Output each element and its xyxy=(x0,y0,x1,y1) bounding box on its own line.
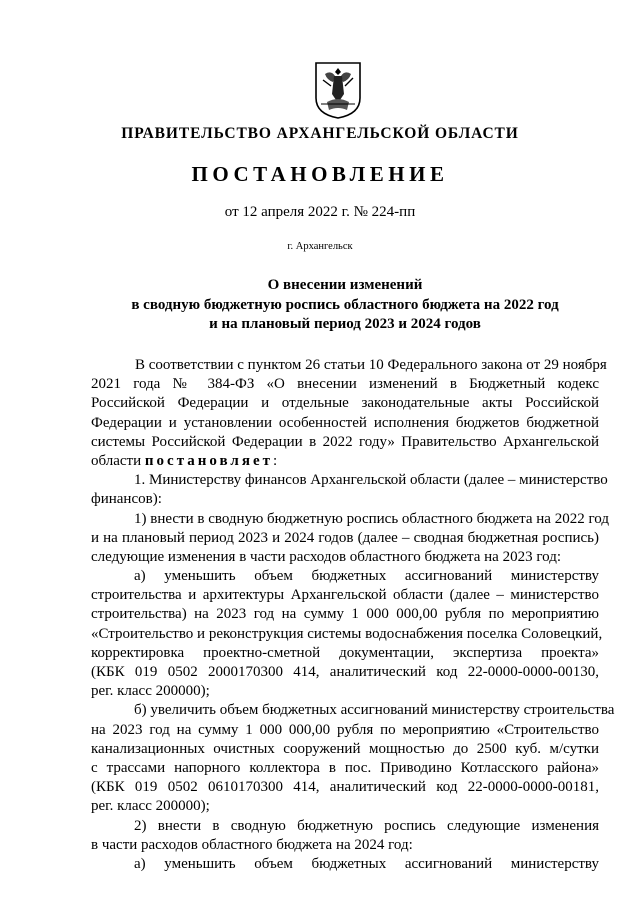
body-line: системы Российской Федерации в 2022 году» Правительство Архангельской xyxy=(91,433,599,450)
body-line: 2) внести в сводную бюджетную роспись следующие изменения xyxy=(134,817,599,834)
body-line: «Строительство и реконструкция системы водоснабжения поселка Соловецкий, xyxy=(91,625,603,642)
body-text: : xyxy=(273,452,278,469)
coat-of-arms-icon xyxy=(313,60,363,120)
body-line: строительства) на 2023 год на сумму 1 000 000,00 рубля по мероприятию xyxy=(91,606,599,623)
body-line: рег. класс 200000); xyxy=(91,798,210,815)
heading-line: и на плановый период 2023 и 2024 годов xyxy=(209,316,481,332)
heading-line: О внесении изменений xyxy=(267,277,423,293)
city-name: г. Архангельск xyxy=(287,241,353,252)
body-line: в части расходов областного бюджета на 2024 год: xyxy=(91,836,413,853)
body-line: и на плановый период 2023 и 2024 годов (далее – сводная бюджетная роспись) xyxy=(91,529,599,546)
resolves-word: постановляет xyxy=(144,452,273,469)
body-line: б) увеличить объем бюджетных ассигнований министерству строительства xyxy=(134,702,615,719)
body-line: (КБК 019 0502 2000170300 414, аналитический код 22-0000-0000-00130, xyxy=(91,664,599,680)
date-and-number: от 12 апреля 2022 г. № 224-пп xyxy=(224,204,416,220)
document-heading xyxy=(90,276,600,335)
body-line: следующие изменения в части расходов областного бюджета на 2023 год: xyxy=(91,548,561,565)
heading-line: в сводную бюджетную роспись областного бюджета на 2022 год xyxy=(131,296,559,313)
body-line: канализационных очистных сооружений мощностью до 2500 куб. м/сутки xyxy=(91,740,599,757)
body-line: финансов): xyxy=(91,491,162,508)
body-line: строительства и архитектуры Архангельской области (далее – министерство xyxy=(91,587,599,604)
organization-name: ПРАВИТЕЛЬСТВО АРХАНГЕЛЬСКОЙ ОБЛАСТИ xyxy=(121,125,519,142)
body-line: 1) внести в сводную бюджетную роспись областного бюджета на 2022 год xyxy=(134,510,609,527)
body-line: Федерации и установлении особенностей исполнения бюджетов бюджетной xyxy=(91,414,599,431)
body-line: В соответствии с пунктом 26 статьи 10 Федерального закона от 29 ноября xyxy=(135,357,607,373)
body-line: корректировка проектно-сметной документации, экспертиза проекта» xyxy=(91,644,599,661)
body-line: а) уменьшить объем бюджетных ассигнований министерству xyxy=(134,855,599,872)
document-body xyxy=(91,356,615,874)
body-line: рег. класс 200000); xyxy=(91,683,210,700)
body-line: 2021 года № 384-ФЗ «О внесении изменений в Бюджетный кодекс xyxy=(91,376,599,393)
body-line: на 2023 год на сумму 1 000 000,00 рубля по мероприятию «Строительство xyxy=(91,721,599,738)
document-type-title: ПОСТАНОВЛЕНИЕ xyxy=(191,162,449,186)
body-line: (КБК 019 0502 0610170300 414, аналитический код 22-0000-0000-00181, xyxy=(91,779,599,796)
body-line: а) уменьшить объем бюджетных ассигнований министерству xyxy=(134,568,599,585)
body-text: области xyxy=(91,452,145,469)
body-line: 1. Министерству финансов Архангельской области (далее – министерство xyxy=(134,472,608,489)
body-line: с трассами напорного коллектора в пос. Приводино Котласского района» xyxy=(91,759,599,776)
body-line xyxy=(91,452,599,471)
body-line: Российской Федерации и отдельные законодательные акты Российской xyxy=(91,395,599,412)
